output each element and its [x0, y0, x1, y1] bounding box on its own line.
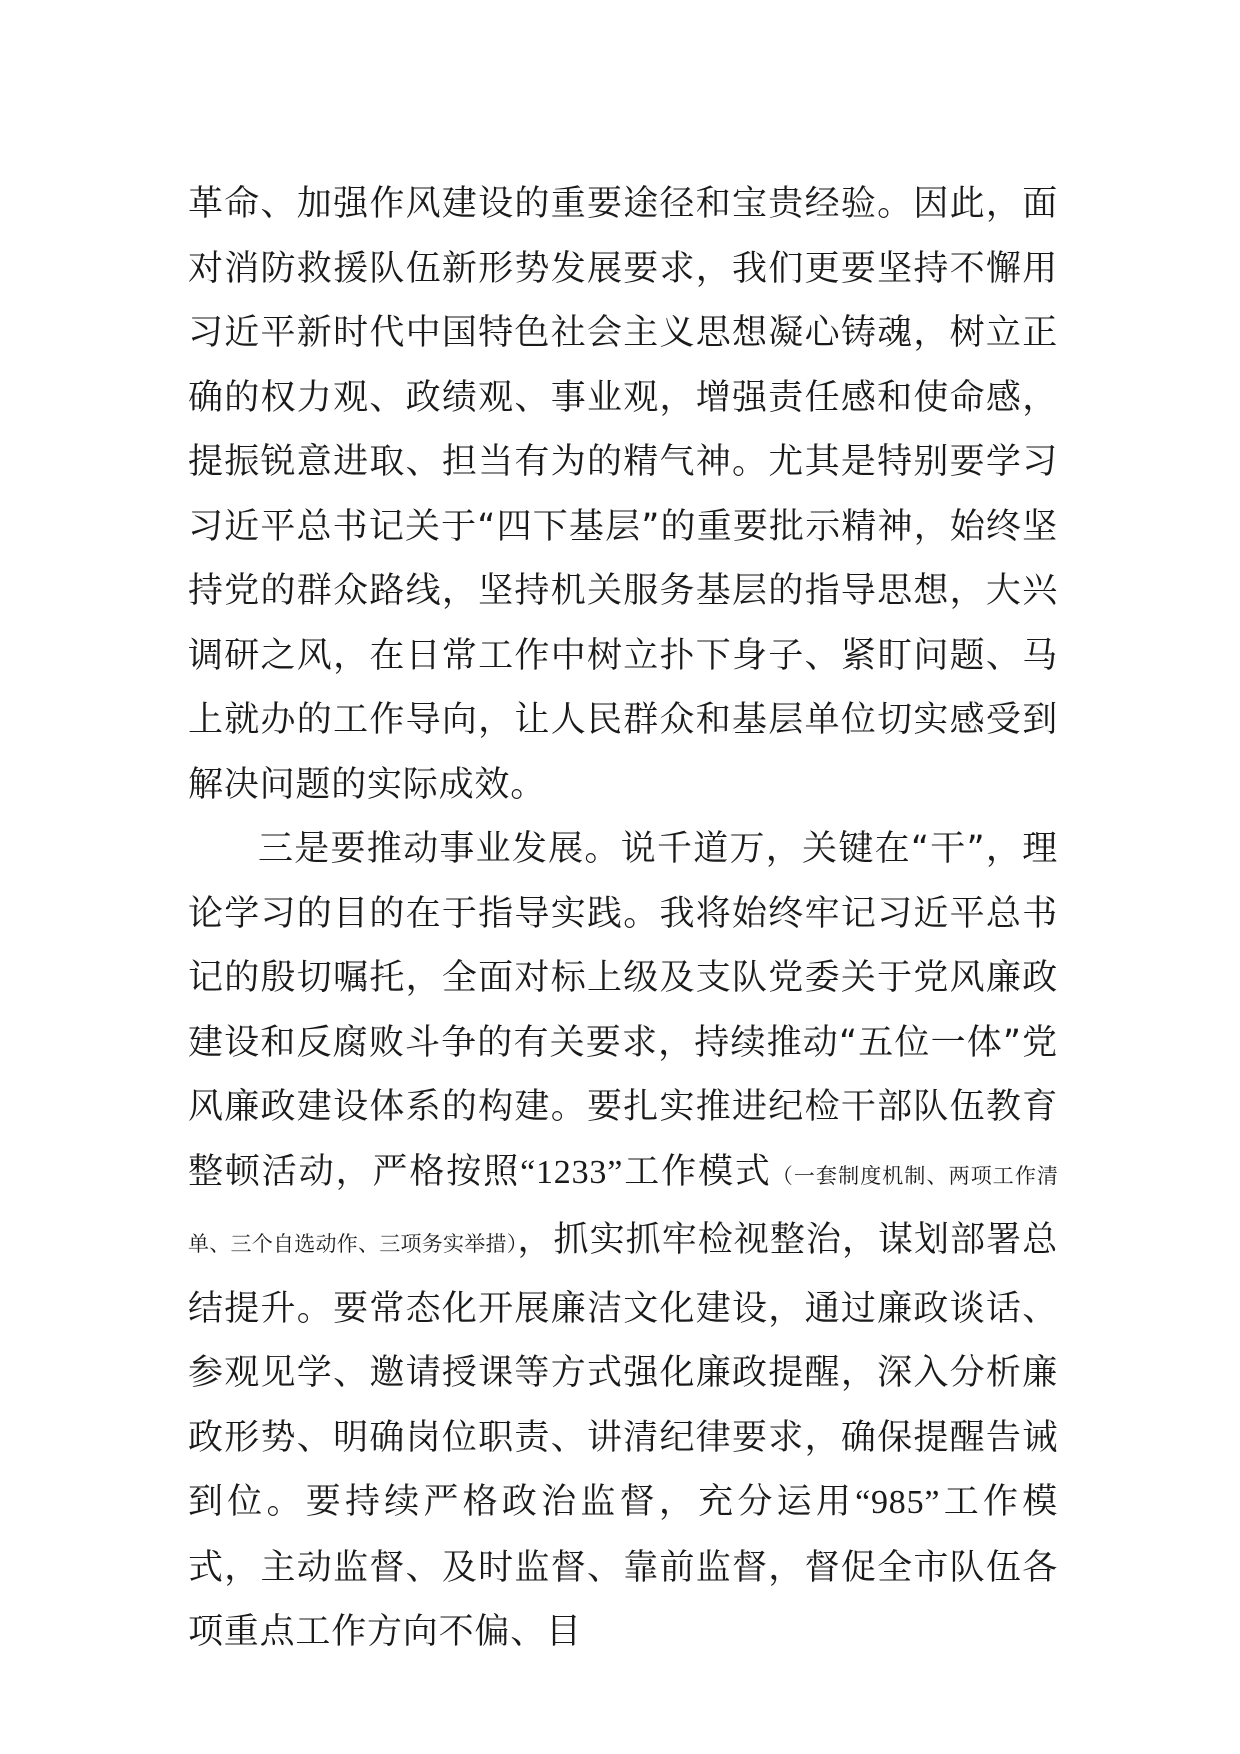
- work-model-985: “985”: [855, 1484, 941, 1521]
- parenthetical-note: （一套制度机制、两项工作清单、三个自选动作、三项务实举措）: [188, 1163, 1059, 1256]
- body-paragraph-indented: [188, 817, 1058, 1665]
- paragraph-text: ，抓实抓牢检视整治，谋划部署总结提升。要常态化开展廉洁文化建设，通过廉政谈话、参观见学、邀请授课等方式强化廉政提醒，深入分析廉政形势、明确岗位职责、讲清纪律要求，确保提醒告诫到位。要持续严格政治监督，充分运用: [188, 1220, 1058, 1522]
- document-page: [188, 172, 1058, 1665]
- paragraph-text: 工作模式: [623, 1151, 772, 1192]
- paragraph-text: 三是要推动事业发展。说千道万，关键在“干”，理论学习的目的在于指导实践。我将始终牢记习近平总书记的殷切嘱托，全面对标上级及支队党委关于党风廉政建设和反腐败斗争的有关要求，持续推动“五位一体”党风廉政建设体系的构建。要扎实推进纪检干部队伍教育整顿活动，严格按照: [188, 829, 1058, 1192]
- body-paragraph: 革命、加强作风建设的重要途径和宝贵经验。因此，面对消防救援队伍新形势发展要求，我们更要坚持不懈用习近平新时代中国特色社会主义思想凝心铸魂，树立正确的权力观、政绩观、事业观，增强责任感和使命感，提振锐意进取、担当有为的精气神。尤其是特别要学习习近平总书记关于“四下基层”的重要批示精神，始终坚持党的群众路线，坚持机关服务基层的指导思想，大兴调研之风，在日常工作中树立扑下身子、紧盯问题、马上就办的工作导向，让人民群众和基层单位切实感受到解决问题的实际成效。: [188, 184, 1058, 805]
- work-model-1233: “1233”: [520, 1153, 624, 1191]
- paragraph-text: 工作模式，主动监督、及时监督、靠前监督，督促全市队伍各项重点工作方向不偏、目: [188, 1482, 1059, 1652]
